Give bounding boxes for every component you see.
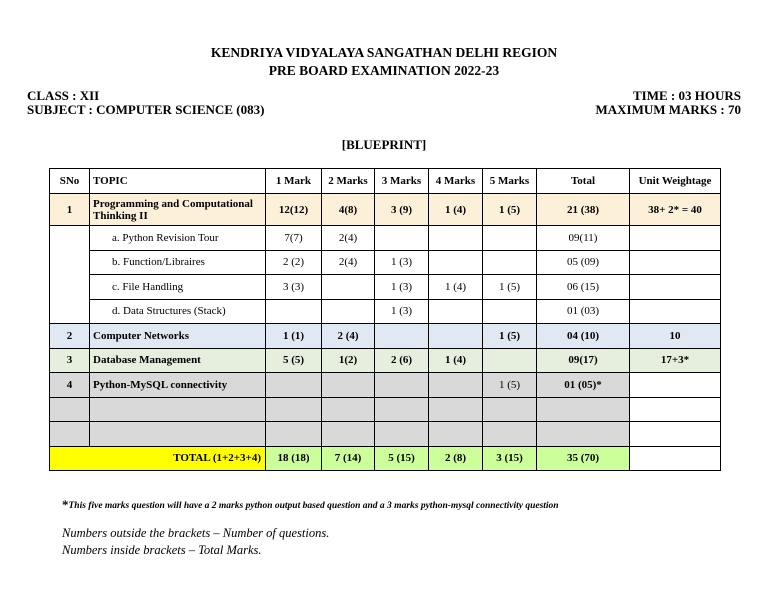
header-line-2: PRE BOARD EXAMINATION 2022-23 (268, 63, 500, 78)
cell-1-mark: 7(7) (266, 226, 322, 251)
empty-cell (429, 397, 483, 422)
cell-total: 01 (03) (537, 299, 630, 324)
total-2-marks: 7 (14) (322, 446, 375, 471)
cell-topic: Database Management (90, 348, 266, 373)
cell-weightage (630, 250, 721, 275)
legend-line-2: Numbers inside brackets – Total Marks. (62, 543, 262, 557)
cell-3-marks: 1 (3) (375, 250, 429, 275)
header-total: Total (537, 169, 630, 194)
footnote-text: This five marks question will have a 2 marks python output based question and a 3 marks python-mysql connectivity question (68, 501, 559, 511)
cell-4-marks (429, 299, 483, 324)
header-sno: SNo (50, 169, 90, 194)
cell-4-marks (429, 250, 483, 275)
cell-3-marks: 2 (6) (375, 348, 429, 373)
cell-total: 01 (05)* (537, 373, 630, 398)
total-label: TOTAL (1+2+3+4) (50, 446, 266, 471)
empty-cell (537, 397, 630, 422)
empty-cell (429, 422, 483, 447)
max-marks-label: MAXIMUM MARKS : 70 (595, 102, 741, 117)
cell-weightage (630, 275, 721, 300)
total-1-mark: 18 (18) (266, 446, 322, 471)
cell-1-mark: 1 (1) (266, 324, 322, 349)
cell-total: 06 (15) (537, 275, 630, 300)
cell-3-marks: 1 (3) (375, 275, 429, 300)
total-4-marks: 2 (8) (429, 446, 483, 471)
cell-5-marks: 1 (5) (483, 194, 537, 226)
cell-topic: Programming and Computational Thinking II (90, 194, 266, 226)
cell-5-marks (483, 226, 537, 251)
empty-cell (90, 397, 266, 422)
cell-topic: Computer Networks (90, 324, 266, 349)
empty-cell (483, 397, 537, 422)
cell-4-marks: 1 (4) (429, 348, 483, 373)
cell-5-marks (483, 250, 537, 275)
cell-weightage (630, 299, 721, 324)
cell-total: 09(17) (537, 348, 630, 373)
header-1-mark: 1 Mark (266, 169, 322, 194)
table-row (50, 194, 721, 226)
cell-weightage: 10 (630, 324, 721, 349)
cell-1-mark: 2 (2) (266, 250, 322, 275)
header-3-marks: 3 Marks (375, 169, 429, 194)
empty-cell (266, 422, 322, 447)
cell-3-marks (375, 324, 429, 349)
cell-sno: 3 (50, 348, 90, 373)
cell-4-marks: 1 (4) (429, 275, 483, 300)
cell-2-marks: 4(8) (322, 194, 375, 226)
footnote (62, 497, 559, 513)
cell-total: 04 (10) (537, 324, 630, 349)
table-row (50, 324, 721, 349)
cell-topic: c. File Handling (90, 275, 266, 300)
legend-line-1: Numbers outside the brackets – Number of questions. (62, 526, 330, 540)
cell-1-mark (266, 373, 322, 398)
cell-topic: b. Function/Libraires (90, 250, 266, 275)
cell-3-marks (375, 373, 429, 398)
cell-4-marks (429, 373, 483, 398)
cell-3-marks: 1 (3) (375, 299, 429, 324)
cell-4-marks (429, 226, 483, 251)
table-header-row (50, 169, 721, 194)
blueprint-table (49, 168, 721, 471)
header-5-marks: 5 Marks (483, 169, 537, 194)
cell-topic: Python-MySQL connectivity (90, 373, 266, 398)
empty-cell (322, 422, 375, 447)
header-topic: TOPIC (90, 169, 266, 194)
cell-1-mark: 5 (5) (266, 348, 322, 373)
cell-5-marks (483, 348, 537, 373)
empty-cell (266, 397, 322, 422)
cell-5-marks (483, 299, 537, 324)
empty-cell (537, 422, 630, 447)
table-row (50, 373, 721, 398)
cell-3-marks (375, 226, 429, 251)
empty-cell (630, 397, 721, 422)
cell-4-marks (429, 324, 483, 349)
table-row (50, 226, 721, 251)
cell-topic: a. Python Revision Tour (90, 226, 266, 251)
header-4-marks: 4 Marks (429, 169, 483, 194)
empty-cell (375, 422, 429, 447)
empty-cell (322, 397, 375, 422)
cell-total: 05 (09) (537, 250, 630, 275)
table-row (50, 275, 721, 300)
cell-sno: 2 (50, 324, 90, 349)
total-weightage (630, 446, 721, 471)
time-label: TIME : 03 HOURS (633, 88, 741, 103)
header-line-1: KENDRIYA VIDYALAYA SANGATHAN DELHI REGION (210, 45, 558, 60)
cell-weightage (630, 373, 721, 398)
empty-row (50, 397, 721, 422)
empty-cell (375, 397, 429, 422)
subject-label: SUBJECT : COMPUTER SCIENCE (083) (27, 102, 265, 117)
cell-total: 21 (38) (537, 194, 630, 226)
total-row (50, 446, 721, 471)
cell-topic: d. Data Structures (Stack) (90, 299, 266, 324)
empty-cell (50, 397, 90, 422)
cell-5-marks: 1 (5) (483, 275, 537, 300)
table-row (50, 299, 721, 324)
cell-weightage (630, 226, 721, 251)
table-row (50, 348, 721, 373)
cell-3-marks: 3 (9) (375, 194, 429, 226)
cell-2-marks: 1(2) (322, 348, 375, 373)
cell-4-marks: 1 (4) (429, 194, 483, 226)
header-2-marks: 2 Marks (322, 169, 375, 194)
cell-2-marks: 2 (4) (322, 324, 375, 349)
empty-row (50, 422, 721, 447)
cell-5-marks: 1 (5) (483, 324, 537, 349)
cell-2-marks: 2(4) (322, 250, 375, 275)
table-row (50, 250, 721, 275)
empty-cell (483, 422, 537, 447)
empty-cell (630, 422, 721, 447)
total-5-marks: 3 (15) (483, 446, 537, 471)
cell-sno: 1 (50, 194, 90, 226)
cell-2-marks (322, 299, 375, 324)
header-unit-weightage: Unit Weightage (630, 169, 721, 194)
blueprint-heading: [BLUEPRINT] (341, 137, 427, 152)
cell-total: 09(11) (537, 226, 630, 251)
class-label: CLASS : XII (27, 88, 100, 103)
cell-1-mark (266, 299, 322, 324)
empty-cell (90, 422, 266, 447)
total-total: 35 (70) (537, 446, 630, 471)
cell-weightage: 38+ 2* = 40 (630, 194, 721, 226)
cell-2-marks (322, 373, 375, 398)
cell-1-mark: 3 (3) (266, 275, 322, 300)
cell-2-marks (322, 275, 375, 300)
cell-1-mark: 12(12) (266, 194, 322, 226)
cell-sno: 4 (50, 373, 90, 398)
cell-5-marks: 1 (5) (483, 373, 537, 398)
cell-sno (50, 226, 90, 324)
cell-2-marks: 2(4) (322, 226, 375, 251)
footnote-star: * (62, 497, 69, 512)
cell-weightage: 17+3* (630, 348, 721, 373)
total-3-marks: 5 (15) (375, 446, 429, 471)
empty-cell (50, 422, 90, 447)
